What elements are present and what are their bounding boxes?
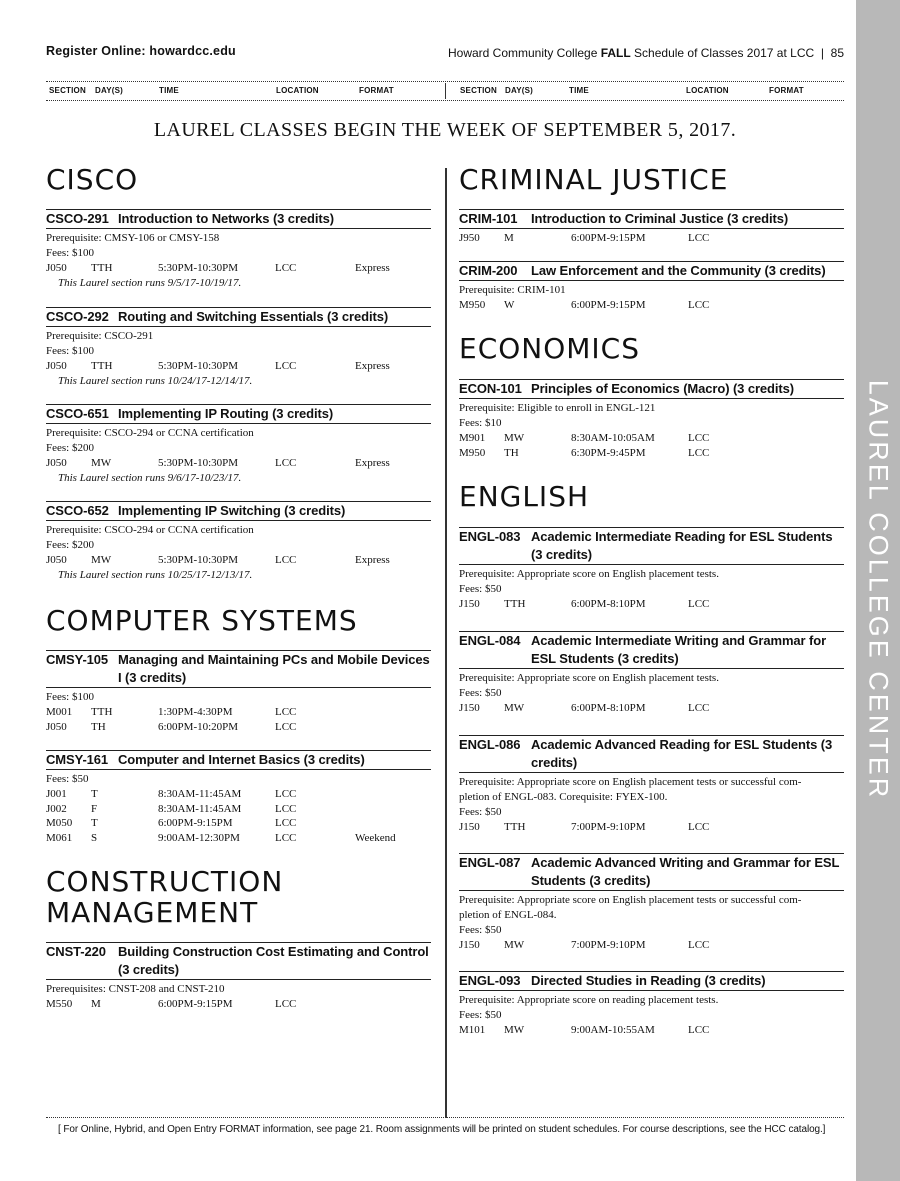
location-cell: LCC	[688, 1024, 710, 1036]
section-title-construction-management	[46, 866, 283, 928]
format-cell: Weekend	[355, 831, 396, 844]
side-tab-label: LAUREL COLLEGE CENTER	[863, 379, 894, 801]
course-econ-101	[459, 379, 844, 460]
section-cell: J150	[459, 598, 480, 610]
location-cell: LCC	[275, 457, 297, 469]
format-cell	[355, 997, 425, 1012]
column-header-separator	[445, 83, 446, 99]
course-fees: Fees: $100	[46, 345, 94, 357]
announcement: LAUREL CLASSES BEGIN THE WEEK OF SEPTEMBER 5, 2017.	[153, 119, 737, 141]
course-heading	[459, 971, 844, 991]
col-header-format: FORMAT	[769, 86, 804, 95]
section-cell: M050	[46, 817, 73, 829]
section-title-line: CONSTRUCTION	[46, 865, 284, 898]
table-row	[459, 938, 844, 953]
course-title: Managing and Maintaining PCs and Mobile Devices I (3 credits)	[118, 652, 430, 685]
table-row	[46, 720, 431, 735]
days-cell: TTH	[91, 706, 113, 718]
location-cell: LCC	[688, 232, 710, 244]
course-title: Introduction to Networks (3 credits)	[118, 211, 334, 226]
location-cell: LCC	[688, 821, 710, 833]
section-cell: J001	[46, 788, 67, 800]
course-fees: Fees: $50	[459, 806, 502, 818]
table-row	[46, 816, 431, 831]
course-csco-652	[46, 501, 431, 583]
course-heading	[46, 307, 431, 327]
time-cell: 5:30PM-10:30PM	[158, 554, 239, 566]
col-header-location: LOCATION	[686, 86, 729, 95]
course-engl-093	[459, 971, 844, 1038]
section-cell: J950	[459, 232, 480, 244]
course-prerequisite: pletion of ENGL-084.	[459, 909, 557, 921]
course-heading	[459, 735, 844, 773]
table-row	[459, 820, 844, 835]
days-cell: TTH	[504, 821, 526, 833]
days-cell: MW	[91, 554, 112, 566]
location-cell: LCC	[275, 788, 297, 800]
table-row	[459, 701, 844, 716]
course-cmsy-105	[46, 650, 431, 734]
days-cell: TTH	[504, 598, 526, 610]
course-code: CNST-220	[46, 944, 106, 959]
days-cell: TTH	[91, 360, 113, 372]
time-cell: 6:30PM-9:45PM	[571, 446, 646, 459]
course-prerequisite: Prerequisites: CNST-208 and CNST-210	[46, 983, 225, 995]
location-cell: LCC	[688, 939, 710, 951]
course-prerequisite: Prerequisite: CMSY-106 or CMSY-158	[46, 232, 220, 244]
course-heading	[459, 631, 844, 669]
course-cnst-220	[46, 942, 431, 1012]
course-code: ENGL-084	[459, 633, 521, 648]
course-code: CSCO-292	[46, 309, 109, 324]
course-prerequisite: Prerequisite: CSCO-291	[46, 330, 154, 342]
time-cell: 6:00PM-8:10PM	[571, 598, 646, 610]
course-heading	[459, 379, 844, 399]
section-title-english: ENGLISH	[459, 480, 590, 513]
location-cell: LCC	[275, 998, 297, 1010]
course-title: Implementing IP Switching (3 credits)	[118, 503, 346, 518]
course-code: CSCO-291	[46, 211, 109, 226]
header-term: FALL	[600, 46, 631, 60]
section-cell: J050	[46, 720, 67, 733]
course-title: Principles of Economics (Macro) (3 credits)	[531, 381, 794, 396]
time-cell: 9:00AM-10:55AM	[571, 1024, 655, 1036]
section-cell: J050	[46, 457, 67, 469]
course-crim-200	[459, 261, 844, 313]
table-row	[459, 597, 844, 612]
days-cell: W	[504, 299, 515, 311]
course-fees: Fees: $50	[459, 1009, 502, 1021]
course-fees: Fees: $50	[459, 687, 502, 699]
header-divider-bottom	[46, 100, 844, 101]
col-header-days: DAY(S)	[95, 86, 124, 95]
course-heading	[459, 527, 844, 565]
table-row	[459, 431, 844, 446]
course-fees: Fees: $200	[46, 539, 94, 551]
col-header-time: TIME	[159, 86, 179, 95]
time-cell: 8:30AM-10:05AM	[571, 432, 655, 444]
course-prerequisite: Prerequisite: CSCO-294 or CCNA certification	[46, 524, 254, 536]
days-cell: F	[91, 802, 98, 815]
days-cell: M	[91, 998, 101, 1010]
footer-note: [ For Online, Hybrid, and Open Entry FORMAT information, see page 21. Room assignments will be printed on student schedules. For course descriptions, see the HCC catalog.]	[58, 1124, 826, 1135]
days-cell: MW	[504, 702, 525, 714]
format-cell: Express	[355, 554, 390, 566]
course-heading	[46, 404, 431, 424]
section-cell: M550	[46, 998, 73, 1010]
course-title: Academic Advanced Reading for ESL Students (3 credits)	[531, 737, 833, 770]
location-cell: LCC	[688, 299, 710, 311]
course-title: Computer and Internet Basics (3 credits)	[118, 752, 365, 767]
course-note: This Laurel section runs 9/6/17-10/23/17.	[58, 471, 242, 484]
days-cell: TTH	[91, 262, 113, 274]
days-cell: MW	[91, 457, 112, 469]
course-note: This Laurel section runs 10/24/17-12/14/17.	[58, 374, 253, 387]
format-cell	[355, 787, 425, 802]
course-crim-101	[459, 209, 844, 246]
format-cell: Express	[355, 457, 390, 469]
course-code: CRIM-200	[459, 263, 518, 278]
course-csco-291	[46, 209, 431, 291]
table-row	[46, 553, 431, 568]
course-fees: Fees: $50	[459, 583, 502, 595]
course-title: Directed Studies in Reading (3 credits)	[531, 973, 766, 988]
course-prerequisite: pletion of ENGL-083. Corequisite: FYEX-100.	[459, 791, 668, 803]
course-title: Academic Intermediate Reading for ESL Students (3 credits)	[531, 529, 833, 562]
course-code: CSCO-651	[46, 406, 109, 421]
days-cell: M	[504, 232, 514, 244]
location-cell: LCC	[688, 446, 710, 459]
table-row	[459, 1023, 844, 1038]
course-code: CRIM-101	[459, 211, 518, 226]
course-fees: Fees: $50	[46, 773, 89, 785]
days-cell: TH	[91, 720, 106, 733]
table-row	[46, 802, 431, 817]
course-cmsy-161	[46, 750, 431, 845]
table-row	[46, 705, 431, 720]
table-row	[459, 231, 844, 246]
time-cell: 6:00PM-8:10PM	[571, 702, 646, 714]
location-cell: LCC	[275, 360, 297, 372]
time-cell: 6:00PM-9:15PM	[158, 817, 233, 829]
header-title-prefix: Howard Community College	[447, 46, 601, 60]
course-code: ENGL-083	[459, 529, 521, 544]
course-code: ENGL-093	[459, 973, 521, 988]
course-code: CMSY-161	[46, 752, 109, 767]
table-row	[46, 261, 431, 276]
section-cell: J002	[46, 802, 67, 815]
course-csco-292	[46, 307, 431, 389]
course-prerequisite: Prerequisite: Appropriate score on reading placement tests.	[459, 994, 719, 1006]
course-prerequisite: Prerequisite: CRIM-101	[459, 284, 566, 296]
course-fees: Fees: $10	[459, 417, 502, 429]
course-title: Law Enforcement and the Community (3 credits)	[531, 263, 826, 278]
format-cell	[355, 720, 425, 735]
course-prerequisite: Prerequisite: CSCO-294 or CCNA certification	[46, 427, 254, 439]
days-cell: MW	[504, 432, 525, 444]
course-title: Building Construction Cost Estimating and Control (3 credits)	[118, 944, 429, 977]
col-header-days: DAY(S)	[505, 86, 534, 95]
section-title-cisco: CISCO	[46, 163, 139, 196]
location-cell: LCC	[275, 720, 297, 733]
table-row	[459, 298, 844, 313]
course-heading	[459, 261, 844, 281]
header-separator: |	[820, 46, 824, 60]
format-cell	[355, 705, 425, 720]
section-title-line: MANAGEMENT	[46, 896, 259, 929]
location-cell: LCC	[275, 802, 297, 815]
course-title: Implementing IP Routing (3 credits)	[118, 406, 334, 421]
course-prerequisite: Prerequisite: Appropriate score on English placement tests.	[459, 568, 719, 580]
course-note: This Laurel section runs 9/5/17-10/19/17.	[58, 276, 242, 289]
col-header-section: SECTION	[460, 86, 497, 95]
location-cell: LCC	[275, 262, 297, 274]
section-title-economics: ECONOMICS	[459, 332, 641, 365]
format-cell	[355, 816, 425, 831]
col-header-section: SECTION	[49, 86, 86, 95]
days-cell: TH	[504, 446, 519, 459]
days-cell: T	[91, 788, 98, 800]
section-cell: M001	[46, 706, 73, 718]
course-prerequisite: Prerequisite: Eligible to enroll in ENGL-121	[459, 402, 656, 414]
course-csco-651	[46, 404, 431, 486]
col-header-time: TIME	[569, 86, 589, 95]
time-cell: 5:30PM-10:30PM	[158, 262, 239, 274]
section-cell: M101	[459, 1024, 486, 1036]
table-row	[46, 456, 431, 471]
course-fees: Fees: $50	[459, 924, 502, 936]
course-prerequisite: Prerequisite: Appropriate score on English placement tests or successful com-	[459, 776, 802, 788]
col-header-location: LOCATION	[276, 86, 319, 95]
table-row	[46, 359, 431, 374]
course-title: Academic Intermediate Writing and Grammar for ESL Students (3 credits)	[531, 633, 827, 666]
course-engl-087	[459, 853, 844, 953]
course-prerequisite: Prerequisite: Appropriate score on English placement tests or successful com-	[459, 894, 802, 906]
course-note: This Laurel section runs 10/25/17-12/13/17.	[58, 568, 253, 581]
course-title: Routing and Switching Essentials (3 credits)	[118, 309, 389, 324]
section-title-criminal-justice: CRIMINAL JUSTICE	[459, 163, 729, 196]
section-cell: M950	[459, 299, 486, 311]
location-cell: LCC	[275, 554, 297, 566]
section-cell: M950	[459, 446, 486, 459]
page-header	[448, 46, 844, 60]
time-cell: 9:00AM-12:30PM	[158, 831, 240, 844]
course-code: ENGL-086	[459, 737, 521, 752]
time-cell: 7:00PM-9:10PM	[571, 821, 646, 833]
table-row	[46, 997, 431, 1012]
course-engl-084	[459, 631, 844, 716]
course-title: Introduction to Criminal Justice (3 credits)	[531, 211, 789, 226]
course-code: ENGL-087	[459, 855, 521, 870]
page-number: 85	[830, 46, 844, 60]
time-cell: 6:00PM-9:15PM	[158, 998, 233, 1010]
col-header-format: FORMAT	[359, 86, 394, 95]
location-cell: LCC	[275, 706, 297, 718]
course-fees: Fees: $200	[46, 442, 94, 454]
section-cell: J050	[46, 554, 67, 566]
course-prerequisite: Prerequisite: Appropriate score on English placement tests.	[459, 672, 719, 684]
time-cell: 6:00PM-9:15PM	[571, 232, 646, 244]
course-heading	[46, 650, 431, 688]
course-code: ECON-101	[459, 381, 522, 396]
format-cell: Express	[355, 262, 390, 274]
header-title-suffix: Schedule of Classes 2017 at LCC	[630, 46, 815, 60]
time-cell: 1:30PM-4:30PM	[158, 706, 233, 718]
time-cell: 8:30AM-11:45AM	[158, 788, 242, 800]
header-divider-top	[46, 81, 844, 82]
time-cell: 6:00PM-9:15PM	[571, 299, 646, 311]
course-title: Academic Advanced Writing and Grammar for ESL Students (3 credits)	[531, 855, 840, 888]
time-cell: 6:00PM-10:20PM	[158, 720, 239, 733]
section-cell: J150	[459, 939, 480, 951]
course-code: CSCO-652	[46, 503, 109, 518]
location-cell: LCC	[688, 702, 710, 714]
section-cell: M901	[459, 432, 486, 444]
location-cell: LCC	[688, 598, 710, 610]
format-cell	[355, 802, 425, 817]
section-cell: J050	[46, 360, 67, 372]
days-cell: T	[91, 817, 98, 829]
time-cell: 5:30PM-10:30PM	[158, 457, 239, 469]
section-title-computer-systems: COMPUTER SYSTEMS	[46, 604, 358, 637]
location-cell: LCC	[688, 432, 710, 444]
section-cell: M061	[46, 831, 73, 844]
location-cell: LCC	[275, 831, 297, 844]
course-engl-083	[459, 527, 844, 612]
course-heading	[459, 209, 844, 229]
table-row	[46, 787, 431, 802]
days-cell: S	[91, 831, 98, 844]
format-cell: Express	[355, 360, 390, 372]
register-online-text: Register Online: howardcc.edu	[46, 44, 236, 58]
course-heading	[46, 501, 431, 521]
section-cell: J150	[459, 702, 480, 714]
course-heading	[46, 750, 431, 770]
days-cell: MW	[504, 939, 525, 951]
section-cell: J050	[46, 262, 67, 274]
time-cell: 5:30PM-10:30PM	[158, 360, 239, 372]
course-fees: Fees: $100	[46, 691, 94, 703]
course-heading	[46, 209, 431, 229]
course-heading	[459, 853, 844, 891]
time-cell: 7:00PM-9:10PM	[571, 939, 646, 951]
section-cell: J150	[459, 821, 480, 833]
footer-divider	[46, 1117, 844, 1118]
table-row	[459, 446, 844, 461]
table-row	[46, 831, 431, 846]
days-cell: MW	[504, 1024, 525, 1036]
course-code: CMSY-105	[46, 652, 109, 667]
location-cell: LCC	[275, 817, 297, 829]
course-fees: Fees: $100	[46, 247, 94, 259]
course-engl-086	[459, 735, 844, 835]
column-divider	[445, 168, 447, 1118]
time-cell: 8:30AM-11:45AM	[158, 802, 242, 815]
course-heading	[46, 942, 431, 980]
